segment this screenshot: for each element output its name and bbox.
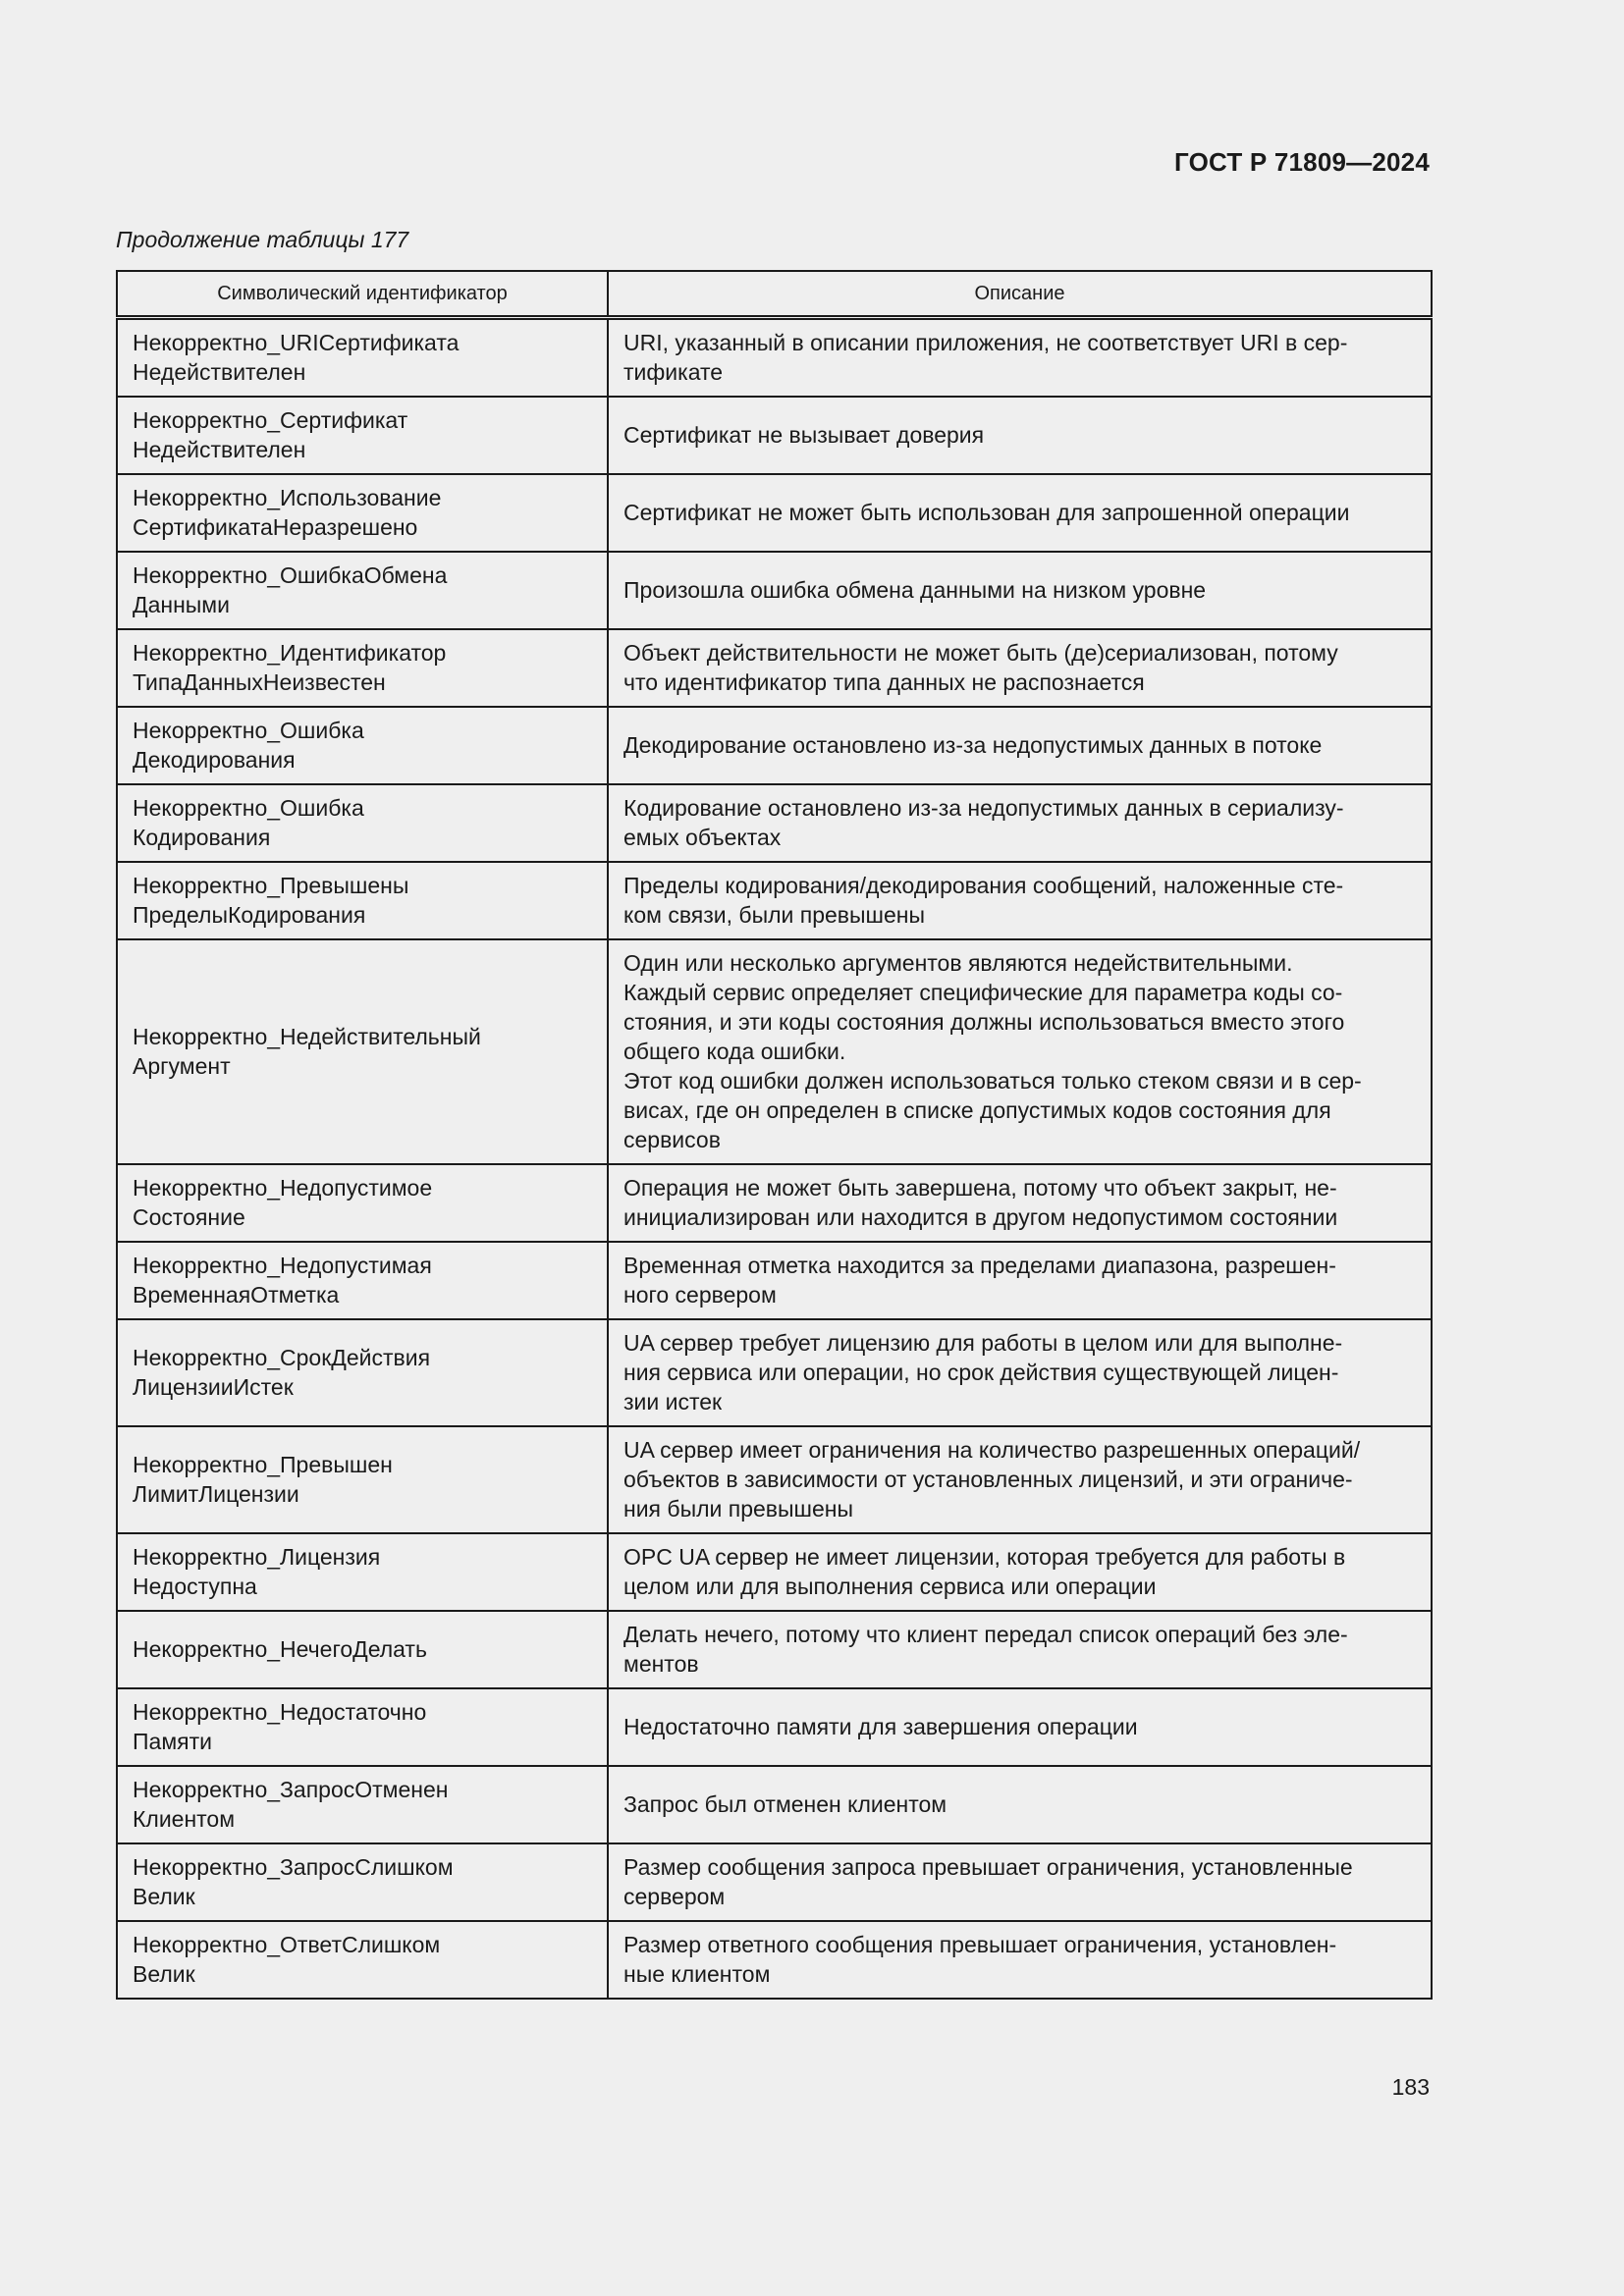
table-row	[117, 1843, 1432, 1921]
identifier-text-line: Некорректно_ЗапросСлишком	[133, 1854, 454, 1880]
description-cell	[608, 1766, 1432, 1843]
identifier-text-line: Некорректно_ОшибкаОбмена	[133, 562, 448, 588]
identifier-text-line: Некорректно_Использование	[133, 485, 442, 510]
description-text-line: Произошла ошибка обмена данными на низком уровне	[623, 577, 1207, 603]
identifier-text-line: ВременнаяОтметка	[133, 1282, 340, 1308]
description-text-line: что идентификатор типа данных не распознается	[623, 669, 1145, 695]
description-cell	[608, 1319, 1432, 1426]
status-codes-table	[116, 270, 1433, 2000]
identifier-text-line: Некорректно_Идентификатор	[133, 640, 447, 666]
identifier-text-line: СертификатаНеразрешено	[133, 514, 418, 540]
description-text-line: Объект действительности не может быть (де)сериализован, потому	[623, 640, 1338, 666]
description-cell	[608, 629, 1432, 707]
column-header-description: Описание	[608, 271, 1432, 318]
identifier-text-line: Кодирования	[133, 825, 271, 850]
identifier-text-line: Некорректно_НечегоДелать	[133, 1636, 427, 1662]
description-cell	[608, 318, 1432, 398]
description-text-line: объектов в зависимости от установленных лицензий, и эти ограниче-	[623, 1467, 1353, 1492]
identifier-text-line: Недействителен	[133, 437, 306, 462]
table-row	[117, 552, 1432, 629]
column-header-identifier: Символический идентификатор	[117, 271, 608, 318]
table-row	[117, 1688, 1432, 1766]
table-row	[117, 1242, 1432, 1319]
identifier-text-line: Аргумент	[133, 1053, 231, 1079]
description-text-line: ментов	[623, 1651, 699, 1677]
identifier-text-line: Некорректно_Ошибка	[133, 795, 364, 821]
page-number: 183	[1391, 2074, 1430, 2100]
description-cell	[608, 397, 1432, 474]
description-text-line: Пределы кодирования/декодирования сообщений, наложенные сте-	[623, 873, 1344, 898]
identifier-text-line: Некорректно_Превышен	[133, 1452, 393, 1477]
description-cell	[608, 1921, 1432, 1999]
table-row	[117, 1533, 1432, 1611]
table-row	[117, 784, 1432, 862]
identifier-text-line: Декодирования	[133, 747, 296, 773]
table-row	[117, 1426, 1432, 1533]
table-caption: Продолжение таблицы 177	[116, 227, 409, 252]
identifier-text-line: Велик	[133, 1884, 195, 1909]
description-text-line: Операция не может быть завершена, потому что объект закрыт, не-	[623, 1175, 1337, 1201]
description-text-line: сервисов	[623, 1127, 721, 1152]
identifier-text-line: ЛимитЛицензии	[133, 1481, 299, 1507]
symbolic-identifier-cell	[117, 1319, 608, 1426]
identifier-text-line: Велик	[133, 1961, 195, 1987]
description-text-line: стояния, и эти коды состояния должны использоваться вместо этого	[623, 1009, 1345, 1035]
description-text-line: инициализирован или находится в другом недопустимом состоянии	[623, 1204, 1338, 1230]
symbolic-identifier-cell	[117, 1766, 608, 1843]
description-text-line: Временная отметка находится за пределами диапазона, разрешен-	[623, 1253, 1336, 1278]
symbolic-identifier-cell	[117, 474, 608, 552]
description-text-line: тификате	[623, 359, 724, 385]
description-text-line: сервером	[623, 1884, 726, 1909]
description-text-line: OPC UA сервер не имеет лицензии, которая требуется для работы в	[623, 1544, 1346, 1570]
identifier-text-line: Некорректно_Сертификат	[133, 407, 408, 433]
symbolic-identifier-cell	[117, 629, 608, 707]
description-text-line: Размер ответного сообщения превышает ограничения, установлен-	[623, 1932, 1337, 1957]
table-row	[117, 318, 1432, 398]
description-text-line: ния сервиса или операции, но срок действия существующей лицен-	[623, 1360, 1339, 1385]
description-cell	[608, 1533, 1432, 1611]
identifier-text-line: Некорректно_Недопустимая	[133, 1253, 432, 1278]
symbolic-identifier-cell	[117, 707, 608, 784]
identifier-text-line: Некорректно_Недействительный	[133, 1024, 481, 1049]
description-text-line: Этот код ошибки должен использоваться только стеком связи и в сер-	[623, 1068, 1362, 1094]
table-row	[117, 939, 1432, 1164]
identifier-text-line: Некорректно_Ошибка	[133, 718, 364, 743]
identifier-text-line: Некорректно_СрокДействия	[133, 1345, 431, 1370]
description-text-line: ния были превышены	[623, 1496, 854, 1522]
description-cell	[608, 784, 1432, 862]
identifier-text-line: ПределыКодирования	[133, 902, 366, 928]
identifier-text-line: Клиентом	[133, 1806, 236, 1832]
description-text-line: Сертификат не может быть использован для запрошенной операции	[623, 500, 1350, 525]
table-row	[117, 397, 1432, 474]
identifier-text-line: Памяти	[133, 1729, 212, 1754]
description-cell	[608, 474, 1432, 552]
description-cell	[608, 707, 1432, 784]
description-cell	[608, 1611, 1432, 1688]
symbolic-identifier-cell	[117, 397, 608, 474]
identifier-text-line: Недоступна	[133, 1574, 257, 1599]
description-text-line: UA сервер имеет ограничения на количество разрешенных операций/	[623, 1437, 1361, 1463]
description-text-line: UA сервер требует лицензию для работы в целом или для выполне-	[623, 1330, 1343, 1356]
table-row	[117, 629, 1432, 707]
description-text-line: висах, где он определен в списке допустимых кодов состояния для	[623, 1097, 1331, 1123]
table-row	[117, 1766, 1432, 1843]
identifier-text-line: Состояние	[133, 1204, 245, 1230]
description-text-line: Размер сообщения запроса превышает ограничения, установленные	[623, 1854, 1353, 1880]
table-row	[117, 474, 1432, 552]
symbolic-identifier-cell	[117, 1921, 608, 1999]
description-cell	[608, 862, 1432, 939]
symbolic-identifier-cell	[117, 1611, 608, 1688]
description-cell	[608, 1242, 1432, 1319]
identifier-text-line: Некорректно_Лицензия	[133, 1544, 381, 1570]
identifier-text-line: Некорректно_Недопустимое	[133, 1175, 433, 1201]
description-cell	[608, 552, 1432, 629]
description-text-line: Декодирование остановлено из-за недопустимых данных в потоке	[623, 732, 1323, 758]
table-header-row	[117, 271, 1432, 318]
description-text-line: ные клиентом	[623, 1961, 771, 1987]
description-text-line: Запрос был отменен клиентом	[623, 1791, 947, 1817]
description-cell	[608, 1164, 1432, 1242]
description-text-line: зии истек	[623, 1389, 723, 1415]
description-cell	[608, 939, 1432, 1164]
description-text-line: общего кода ошибки.	[623, 1039, 846, 1064]
description-text-line: ного сервером	[623, 1282, 777, 1308]
identifier-text-line: Некорректно_Недостаточно	[133, 1699, 427, 1725]
description-text-line: ком связи, были превышены	[623, 902, 926, 928]
symbolic-identifier-cell	[117, 1688, 608, 1766]
symbolic-identifier-cell	[117, 1426, 608, 1533]
identifier-text-line: Недействителен	[133, 359, 306, 385]
identifier-text-line: Некорректно_ЗапросОтменен	[133, 1777, 449, 1802]
document-code-header: ГОСТ Р 71809—2024	[1174, 147, 1430, 177]
table-row	[117, 1164, 1432, 1242]
description-text-line: целом или для выполнения сервиса или операции	[623, 1574, 1157, 1599]
table-row	[117, 862, 1432, 939]
identifier-text-line: Некорректно_URIСертификата	[133, 330, 460, 355]
description-text-line: емых объектах	[623, 825, 782, 850]
symbolic-identifier-cell	[117, 1533, 608, 1611]
table-row	[117, 707, 1432, 784]
description-text-line: Сертификат не вызывает доверия	[623, 422, 985, 448]
description-cell	[608, 1426, 1432, 1533]
symbolic-identifier-cell	[117, 939, 608, 1164]
description-text-line: Кодирование остановлено из-за недопустимых данных в сериализу-	[623, 795, 1344, 821]
identifier-text-line: Некорректно_Превышены	[133, 873, 409, 898]
symbolic-identifier-cell	[117, 318, 608, 398]
symbolic-identifier-cell	[117, 784, 608, 862]
identifier-text-line: Данными	[133, 592, 230, 617]
description-text-line: Один или несколько аргументов являются недействительными.	[623, 950, 1293, 976]
identifier-text-line: Некорректно_ОтветСлишком	[133, 1932, 441, 1957]
identifier-text-line: ЛицензииИстек	[133, 1374, 294, 1400]
table-row	[117, 1319, 1432, 1426]
table-body	[117, 318, 1432, 2000]
description-text-line: Делать нечего, потому что клиент передал список операций без эле-	[623, 1622, 1348, 1647]
table-row	[117, 1611, 1432, 1688]
symbolic-identifier-cell	[117, 1843, 608, 1921]
description-text-line: Каждый сервис определяет специфические для параметра коды со-	[623, 980, 1343, 1005]
symbolic-identifier-cell	[117, 1242, 608, 1319]
symbolic-identifier-cell	[117, 862, 608, 939]
description-cell	[608, 1688, 1432, 1766]
symbolic-identifier-cell	[117, 552, 608, 629]
description-text-line: URI, указанный в описании приложения, не соответствует URI в сер-	[623, 330, 1348, 355]
symbolic-identifier-cell	[117, 1164, 608, 1242]
table-row	[117, 1921, 1432, 1999]
description-cell	[608, 1843, 1432, 1921]
identifier-text-line: ТипаДанныхНеизвестен	[133, 669, 386, 695]
description-text-line: Недостаточно памяти для завершения операции	[623, 1714, 1138, 1739]
